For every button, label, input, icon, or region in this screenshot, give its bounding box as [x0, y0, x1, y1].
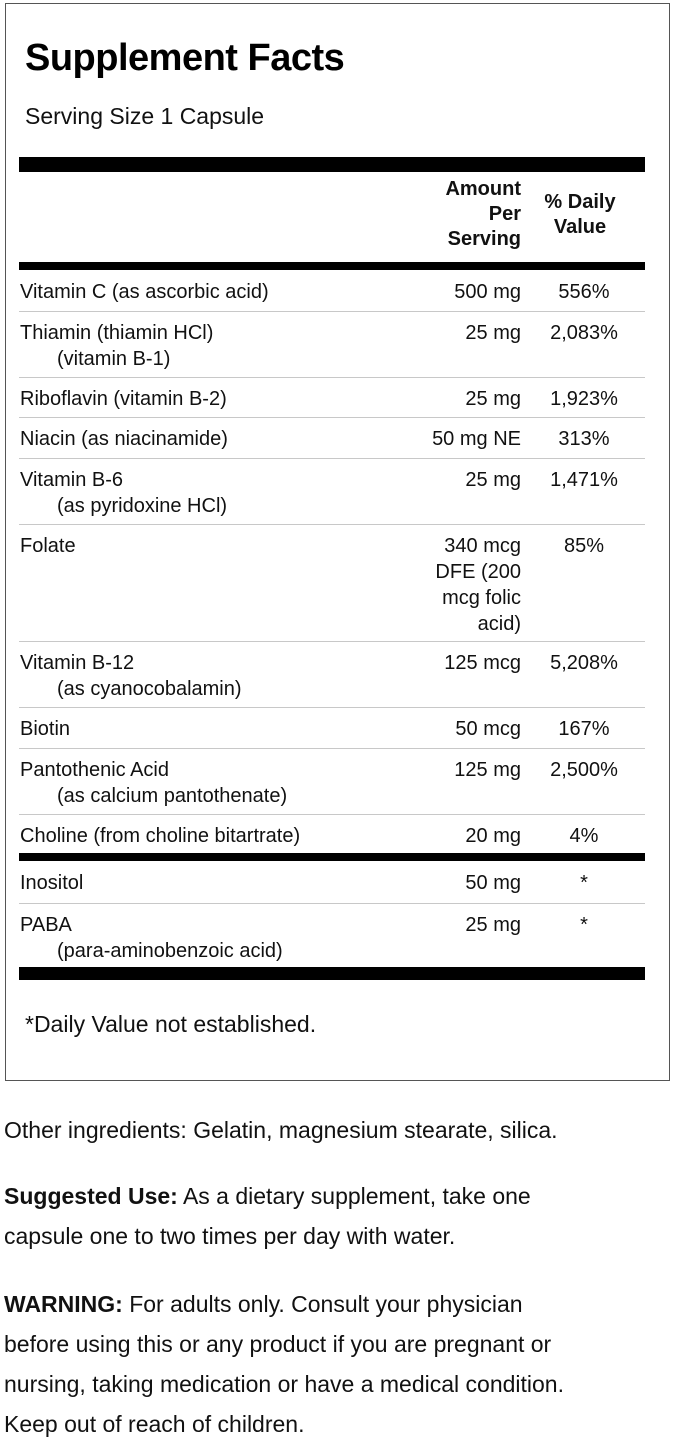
nutrient-name: Riboflavin (vitamin B-2): [20, 388, 227, 410]
nutrient-dv: 5,208%: [550, 652, 618, 674]
nutrient-row: [19, 270, 645, 312]
other-ingredients: Other ingredients: Gelatin, magnesium stearate, silica.: [4, 1117, 558, 1143]
nutrient-amount: 50 mcg: [455, 718, 521, 740]
nutrient-dv: 1,923%: [550, 388, 618, 410]
header-daily-value: % Daily Value: [544, 191, 616, 238]
nutrient-row: [19, 641, 645, 708]
nutrient-row: [19, 524, 645, 642]
divider-header: [19, 262, 645, 270]
nutrient-dv: 2,500%: [550, 759, 618, 781]
nutrient-name: Thiamin (thiamin HCl) (vitamin B-1): [20, 322, 214, 370]
nutrient-name: PABA (para-aminobenzoic acid): [20, 914, 283, 962]
nutrient-name: Biotin: [20, 718, 71, 740]
nutrient-amount: 25 mg: [465, 322, 521, 344]
panel-title: Supplement Facts: [25, 37, 345, 79]
nutrient-dv: 1,471%: [550, 469, 618, 491]
nutrient-amount: 340 mcg DFE (200 mcg folic acid): [435, 535, 521, 635]
nutrient-row: [19, 458, 645, 525]
divider-bottom: [19, 967, 645, 980]
nutrient-row: [19, 417, 645, 459]
nutrient-name: Vitamin C (as ascorbic acid): [20, 281, 269, 303]
nutrient-row: [19, 707, 645, 749]
nutrient-name: Pantothenic Acid (as calcium pantothenate): [20, 759, 288, 807]
nutrient-amount: 50 mg NE: [432, 428, 521, 450]
nutrient-amount: 125 mcg: [444, 652, 521, 674]
nutrient-row: [19, 814, 645, 853]
nutrient-name: Niacin (as niacinamide): [20, 428, 228, 450]
nutrient-row: [19, 311, 645, 378]
nutrient-amount: 50 mg: [465, 872, 521, 894]
nutrient-dv: 556%: [558, 281, 610, 303]
nutrient-amount: 500 mg: [454, 281, 521, 303]
divider-other: [19, 853, 645, 861]
other-nutrient-row: [19, 861, 645, 904]
nutrient-name: Vitamin B-12 (as cyanocobalamin): [20, 652, 242, 700]
suggested-use: Suggested Use: As a dietary supplement, take one capsule one to two times per day with water.: [4, 1183, 531, 1249]
nutrient-dv: 4%: [569, 825, 599, 847]
other-nutrient-row: [19, 903, 645, 967]
serving-size: Serving Size 1 Capsule: [25, 103, 265, 129]
nutrient-name: Vitamin B-6 (as pyridoxine HCl): [20, 469, 228, 517]
nutrient-name: Choline (from choline bitartrate): [20, 825, 301, 847]
nutrient-dv: *: [580, 872, 588, 894]
nutrient-amount: 25 mg: [465, 388, 521, 410]
footnote: *Daily Value not established.: [25, 1011, 317, 1037]
divider-top: [19, 157, 645, 172]
nutrient-name: Folate: [20, 535, 76, 557]
warning-label: WARNING:: [4, 1291, 123, 1317]
nutrient-dv: 2,083%: [550, 322, 618, 344]
suggested-use-label: Suggested Use:: [4, 1183, 178, 1209]
nutrient-row: [19, 748, 645, 815]
nutrient-amount: 25 mg: [465, 914, 521, 936]
nutrient-row: [19, 377, 645, 418]
nutrient-amount: 125 mg: [454, 759, 521, 781]
nutrient-dv: 313%: [558, 428, 610, 450]
nutrient-dv: 167%: [558, 718, 610, 740]
nutrient-dv: 85%: [563, 535, 605, 557]
nutrient-name: Inositol: [20, 872, 84, 894]
header-amount-per-serving: Amount Per Serving: [445, 178, 521, 250]
nutrient-amount: 25 mg: [465, 469, 521, 491]
warning: WARNING: For adults only. Consult your physician before using this or any product if you are pregnant or nursing, taking medication or have a medical condition. Keep out of reach of children.: [4, 1291, 564, 1437]
nutrient-dv: *: [580, 914, 588, 936]
nutrient-amount: 20 mg: [465, 825, 521, 847]
